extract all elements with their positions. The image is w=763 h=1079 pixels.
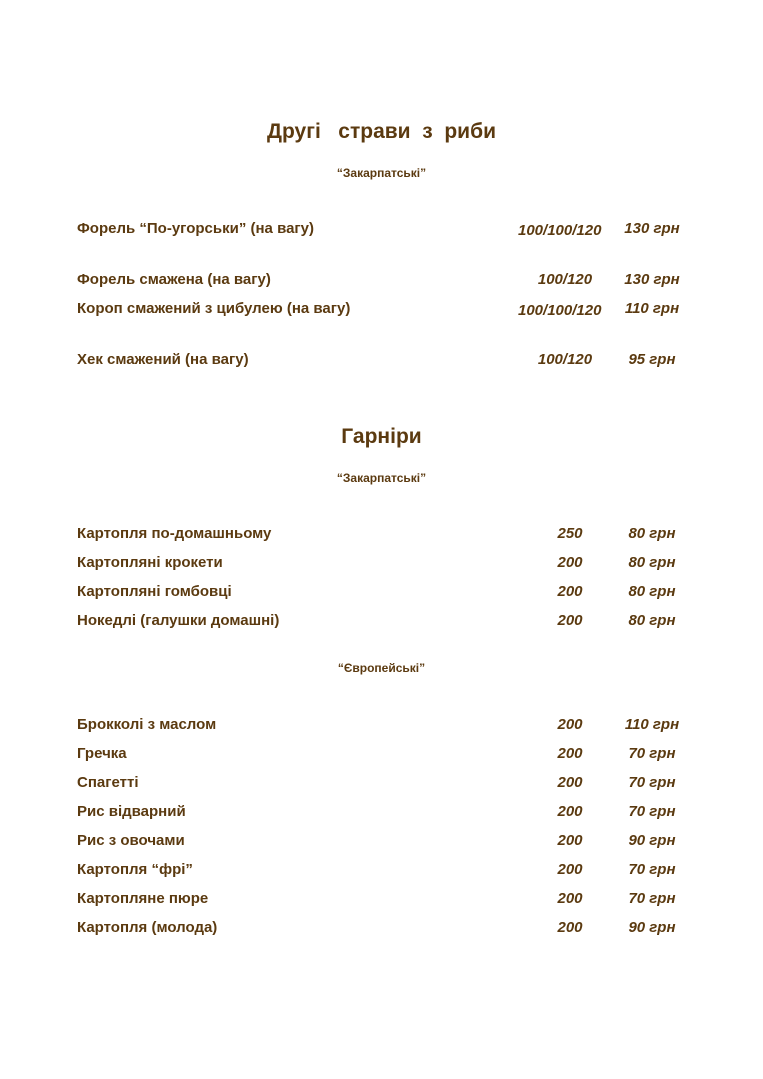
fish-section-subtitle: “Закарпатські” xyxy=(336,166,427,180)
menu-item-row xyxy=(0,554,763,576)
menu-item-weight: 200 xyxy=(557,554,583,571)
menu-item-row xyxy=(0,890,763,912)
menu-item-name: Форель смажена (на вагу) xyxy=(77,271,271,288)
menu-item-name: Нокедлі (галушки домашні) xyxy=(77,612,280,629)
menu-item-row xyxy=(0,861,763,883)
garnish-european-subtitle: “Європейські” xyxy=(337,661,426,675)
menu-item-name: Картопляні крокети xyxy=(77,554,223,571)
menu-item-weight: 100/100/120 xyxy=(518,222,602,239)
menu-item-price: 70 грн xyxy=(628,861,676,878)
menu-item-weight: 100/120 xyxy=(537,271,593,288)
menu-item-name: Брокколі з маслом xyxy=(77,716,217,733)
menu-item-price: 90 грн xyxy=(628,832,676,849)
menu-item-row xyxy=(0,583,763,605)
menu-item-price: 80 грн xyxy=(628,554,676,571)
menu-item-price: 80 грн xyxy=(628,612,676,629)
menu-item-name: Хек смажений (на вагу) xyxy=(77,351,249,368)
menu-item-row xyxy=(0,525,763,547)
menu-item-price: 110 грн xyxy=(624,300,680,317)
menu-item-weight: 100/120 xyxy=(537,351,593,368)
menu-item-weight: 200 xyxy=(557,919,583,936)
menu-item-name: Картопля (молода) xyxy=(77,919,218,936)
menu-item-price: 130 грн xyxy=(624,220,680,237)
menu-item-weight: 200 xyxy=(557,803,583,820)
menu-item-weight: 200 xyxy=(557,583,583,600)
menu-item-weight: 200 xyxy=(557,774,583,791)
menu-item-row xyxy=(0,220,763,242)
menu-item-name: Рис з овочами xyxy=(77,832,185,849)
menu-item-price: 80 грн xyxy=(628,525,676,542)
menu-item-name: Рис відварний xyxy=(77,803,186,820)
fish-section-title: Другі страви з риби xyxy=(267,120,496,143)
garnish-zakarpatski-subtitle: “Закарпатські” xyxy=(336,471,427,485)
menu-item-row xyxy=(0,774,763,796)
menu-item-weight: 200 xyxy=(557,861,583,878)
menu-item-row xyxy=(0,803,763,825)
menu-item-weight: 200 xyxy=(557,745,583,762)
menu-item-weight: 200 xyxy=(557,612,583,629)
menu-item-name: Короп смажений з цибулею (на вагу) xyxy=(77,300,351,317)
menu-item-name: Картопля по-домашньому xyxy=(77,525,272,542)
menu-item-price: 90 грн xyxy=(628,919,676,936)
menu-item-name: Спагетті xyxy=(77,774,139,791)
menu-item-row xyxy=(0,745,763,767)
menu-item-name: Картопляне пюре xyxy=(77,890,209,907)
menu-item-price: 70 грн xyxy=(628,890,676,907)
menu-item-name: Картопля “фрі” xyxy=(77,861,193,878)
menu-item-row xyxy=(0,271,763,293)
menu-item-price: 95 грн xyxy=(628,351,676,368)
menu-item-price: 130 грн xyxy=(624,271,680,288)
menu-item-row xyxy=(0,716,763,738)
menu-item-weight: 200 xyxy=(557,832,583,849)
menu-item-price: 110 грн xyxy=(624,716,680,733)
menu-item-row xyxy=(0,832,763,854)
menu-item-weight: 100/100/120 xyxy=(518,302,602,319)
menu-item-name: Гречка xyxy=(77,745,127,762)
menu-item-name: Форель “По-угорськи” (на вагу) xyxy=(77,220,315,237)
menu-item-row xyxy=(0,919,763,941)
menu-item-row xyxy=(0,612,763,634)
menu-item-price: 80 грн xyxy=(628,583,676,600)
menu-item-price: 70 грн xyxy=(628,774,676,791)
menu-item-price: 70 грн xyxy=(628,745,676,762)
menu-item-price: 70 грн xyxy=(628,803,676,820)
menu-item-weight: 250 xyxy=(557,525,583,542)
menu-item-weight: 200 xyxy=(557,890,583,907)
menu-item-row xyxy=(0,300,763,322)
garnish-section-title: Гарніри xyxy=(341,425,422,448)
menu-item-weight: 200 xyxy=(557,716,583,733)
menu-item-name: Картопляні гомбовці xyxy=(77,583,232,600)
menu-item-row xyxy=(0,351,763,373)
